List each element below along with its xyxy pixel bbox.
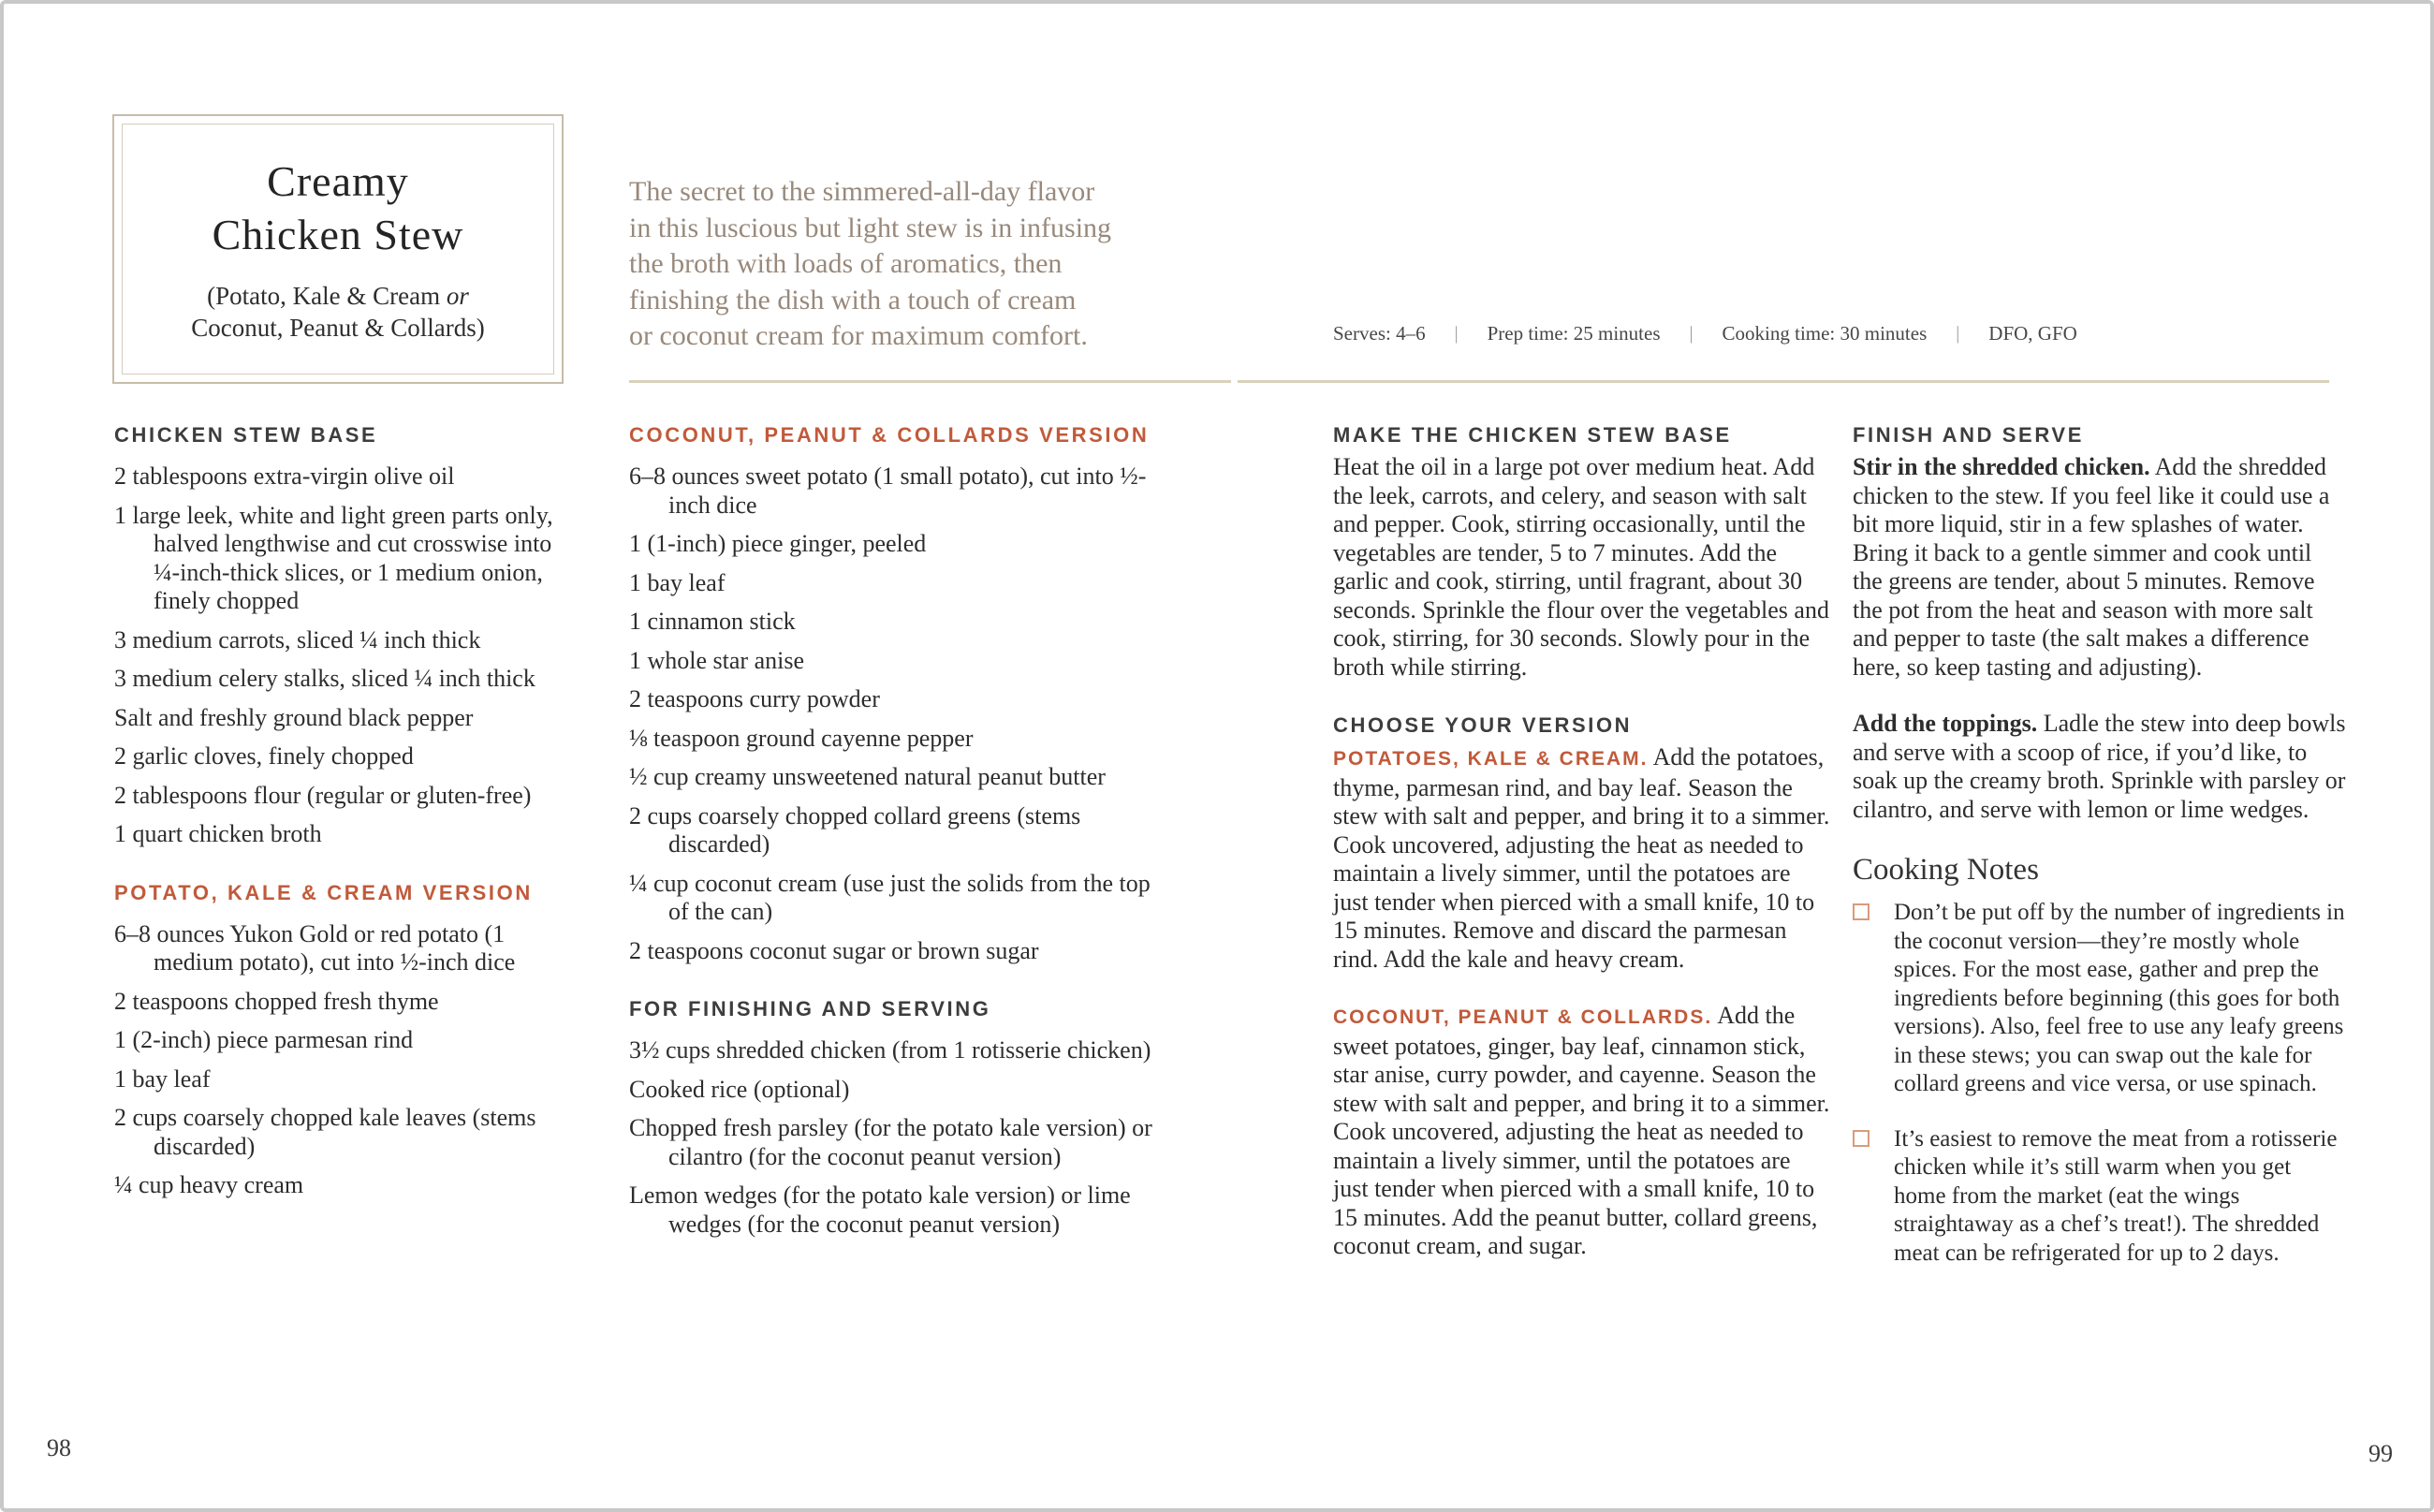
finish-step-1-body: Add the shredded chicken to the stew. If you feel like it could use a bit more liquid, stir in a few splashes of water. Bring it back to a gentle simmer and cook until the greens are tender, about 5 minutes. Remove the pot from the heat and season with more salt and pepper to taste (the salt makes a difference here, so keep tasting and adjusting). <box>1853 453 2330 681</box>
meta-prep-time: Prep time: 25 minutes <box>1487 322 1661 345</box>
cooking-note-item <box>1853 899 2347 1099</box>
recipe-subtitle-pre: (Potato, Kale & Cream <box>207 282 447 310</box>
section-header-finishing: FOR FINISHING AND SERVING <box>629 997 991 1020</box>
section-header-coconut-version: COCONUT, PEANUT & COLLARDS VERSION <box>629 423 1150 447</box>
section-header-potato-version: POTATO, KALE & CREAM VERSION <box>114 880 533 904</box>
ingredient-item: 1 bay leaf <box>114 1064 211 1093</box>
ingredients-column-1 <box>114 423 575 1211</box>
ingredient-item: 2 teaspoons curry powder <box>629 685 880 712</box>
recipe-title-line2: Chicken Stew <box>212 211 464 258</box>
intro-line: the broth with loads of aromatics, then <box>629 248 1063 279</box>
coconut-version-paragraph <box>1333 1002 1831 1261</box>
ingredient-item: 2 tablespoons extra-virgin olive oil <box>114 462 455 490</box>
meta-separator: | <box>1689 323 1694 344</box>
ingredient-list-coconut-version <box>629 462 1167 965</box>
ingredient-item: 2 teaspoons chopped fresh thyme <box>114 987 439 1015</box>
ingredient-item: 1 large leek, white and light green parts only, halved lengthwise and cut crosswise into ¼-inch-thick slices, or 1 medium onion, finely chopped <box>114 501 553 614</box>
ingredient-item: 2 garlic cloves, finely chopped <box>114 742 414 770</box>
recipe-title-box-inner <box>122 124 554 374</box>
ingredient-item: 1 (1-inch) piece ginger, peeled <box>629 530 927 557</box>
ingredient-item: Chopped fresh parsley (for the potato kale version) or cilantro (for the coconut peanut version) <box>629 1114 1152 1170</box>
ingredient-item: 2 cups coarsely chopped kale leaves (stems discarded) <box>114 1104 536 1160</box>
intro-line: in this luscious but light stew is in infusing <box>629 212 1112 243</box>
ingredient-item: 1 quart chicken broth <box>114 820 322 847</box>
ingredient-item: 1 (2-inch) piece parmesan rind <box>114 1026 414 1053</box>
divider-rule-left <box>629 380 1231 383</box>
cooking-note-text: Don’t be put off by the number of ingredients in the coconut version—they’re mostly whole spices. For the most ease, gather and prep the ingredients before beginning (this goes for both versions). Also, feel free to use any leafy greens in these stews; you can swap out the kale for collard greens and vice versa, or use spinach. <box>1894 900 2345 1096</box>
ingredient-item: Lemon wedges (for the potato kale version) or lime wedges (for the coconut peanut version) <box>629 1182 1131 1238</box>
cooking-notes-list <box>1853 899 2347 1268</box>
ingredient-item: 6–8 ounces sweet potato (1 small potato), cut into ½-inch dice <box>629 462 1147 519</box>
finish-step-2-paragraph <box>1853 710 2347 824</box>
meta-serves: Serves: 4–6 <box>1333 322 1426 345</box>
intro-line: The secret to the simmered-all-day flavor <box>629 176 1095 207</box>
instructions-column-1 <box>1333 423 1831 1289</box>
cooking-note-item <box>1853 1125 2347 1269</box>
ingredient-item: Cooked rice (optional) <box>629 1075 850 1103</box>
ingredient-list-base <box>114 462 575 849</box>
square-bullet-icon <box>1853 903 1869 920</box>
ingredient-item: 3½ cups shredded chicken (from 1 rotisserie chicken) <box>629 1036 1151 1064</box>
recipe-meta-line <box>1333 322 2077 345</box>
intro-line: or coconut cream for maximum comfort. <box>629 320 1088 351</box>
section-header-chicken-stew-base: CHICKEN STEW BASE <box>114 423 378 447</box>
finish-step-1-lead: Stir in the shredded chicken. <box>1853 453 2150 480</box>
potato-version-paragraph <box>1333 743 1831 974</box>
page-number-left: 98 <box>47 1434 71 1461</box>
square-bullet-icon <box>1853 1130 1869 1147</box>
recipe-subtitle <box>191 280 484 344</box>
coconut-version-lead: COCONUT, PEANUT & COLLARDS. <box>1333 1006 1713 1028</box>
instructions-column-2 <box>1853 423 2347 1294</box>
ingredient-item: 2 cups coarsely chopped collard greens (stems discarded) <box>629 801 1081 858</box>
ingredient-item: 3 medium celery stalks, sliced ¼ inch thick <box>114 665 535 692</box>
ingredient-item: ¼ cup heavy cream <box>114 1171 304 1198</box>
ingredient-item: 2 teaspoons coconut sugar or brown sugar <box>629 936 1039 964</box>
page-number-right: 99 <box>2368 1440 2393 1467</box>
ingredient-item: 6–8 ounces Yukon Gold or red potato (1 medium potato), cut into ½-inch dice <box>114 919 516 976</box>
recipe-title-box <box>112 114 564 384</box>
potato-version-body: Add the potatoes, thyme, parmesan rind, and bay leaf. Season the stew with salt and pepper, and bring it to a simmer. Cook uncovered, adjusting the heat as needed to maintain a lively simmer, until the potatoes are just tender when pierced with a small knife, 10 to 15 minutes. Remove and discard the parmesan rind. Add the kale and heavy cream. <box>1333 743 1830 973</box>
ingredient-item: ⅛ teaspoon ground cayenne pepper <box>629 724 974 752</box>
section-header-finish-serve: FINISH AND SERVE <box>1853 423 2084 447</box>
meta-cook-time: Cooking time: 30 minutes <box>1722 322 1928 345</box>
cooking-note-text: It’s easiest to remove the meat from a rotisserie chicken while it’s still warm when you get home from the market (eat the wings straightaway as a chef’s treat!). The shredded meat can be refrigerated for up to 2 days. <box>1894 1125 2338 1266</box>
ingredient-item: 2 tablespoons flour (regular or gluten-free) <box>114 781 532 809</box>
ingredient-item: ½ cup creamy unsweetened natural peanut butter <box>629 763 1106 790</box>
meta-diet-codes: DFO, GFO <box>1988 322 2077 345</box>
ingredients-column-2 <box>629 423 1167 1249</box>
finish-step-2-body: Ladle the stew into deep bowls and serve with a scoop of rice, if you’d like, to soak up the creamy broth. Sprinkle with parsley or cilantro, and serve with lemon or lime wedges. <box>1853 710 2346 823</box>
ingredient-item: 1 whole star anise <box>629 646 805 674</box>
recipe-title <box>213 154 464 261</box>
intro-blurb <box>629 174 1153 355</box>
divider-rule-right <box>1238 380 2329 383</box>
meta-separator: | <box>1454 323 1459 344</box>
recipe-title-line1: Creamy <box>267 157 409 205</box>
ingredient-list-potato-version <box>114 920 575 1200</box>
finish-step-1-paragraph <box>1853 453 2347 682</box>
ingredient-item: 3 medium carrots, sliced ¼ inch thick <box>114 625 481 653</box>
section-header-choose-version: CHOOSE YOUR VERSION <box>1333 713 1633 737</box>
ingredient-item: Salt and freshly ground black pepper <box>114 703 474 731</box>
ingredient-list-finishing <box>629 1036 1167 1239</box>
ingredient-item: 1 bay leaf <box>629 568 726 596</box>
cooking-notes-header: Cooking Notes <box>1853 853 2039 887</box>
ingredient-item: 1 cinnamon stick <box>629 608 796 635</box>
section-header-make-base: MAKE THE CHICKEN STEW BASE <box>1333 423 1732 447</box>
ingredient-item: ¼ cup coconut cream (use just the solids from the top of the can) <box>629 869 1151 925</box>
finish-step-2-lead: Add the toppings. <box>1853 710 2038 737</box>
meta-separator: | <box>1956 323 1960 344</box>
recipe-subtitle-italic-or: or <box>446 282 469 310</box>
coconut-version-body: Add the sweet potatoes, ginger, bay leaf, cinnamon stick, star anise, curry powder, and cayenne. Season the stew with salt and pepper, and bring it to a simmer. Cook uncovered, adjusting the heat as needed to maintain a lively simmer, until the potatoes are just tender when pierced with a small knife, 10 to 15 minutes. Add the peanut butter, collard greens, coconut cream, and sugar. <box>1333 1002 1830 1259</box>
intro-line: finishing the dish with a touch of cream <box>629 284 1077 316</box>
recipe-subtitle-line2: Coconut, Peanut & Collards) <box>191 314 485 342</box>
potato-version-lead: POTATOES, KALE & CREAM. <box>1333 748 1649 770</box>
make-base-paragraph: Heat the oil in a large pot over medium heat. Add the leek, carrots, and celery, and season with salt and pepper. Cook, stirring occasionally, until the vegetables are tender, 5 to 7 minutes. Add the garlic and cook, stirring, until fragrant, about 30 seconds. Sprinkle the flour over the vegetables and cook, stirring, for 30 seconds. Slowly pour in the broth while stirring. <box>1333 453 1829 681</box>
